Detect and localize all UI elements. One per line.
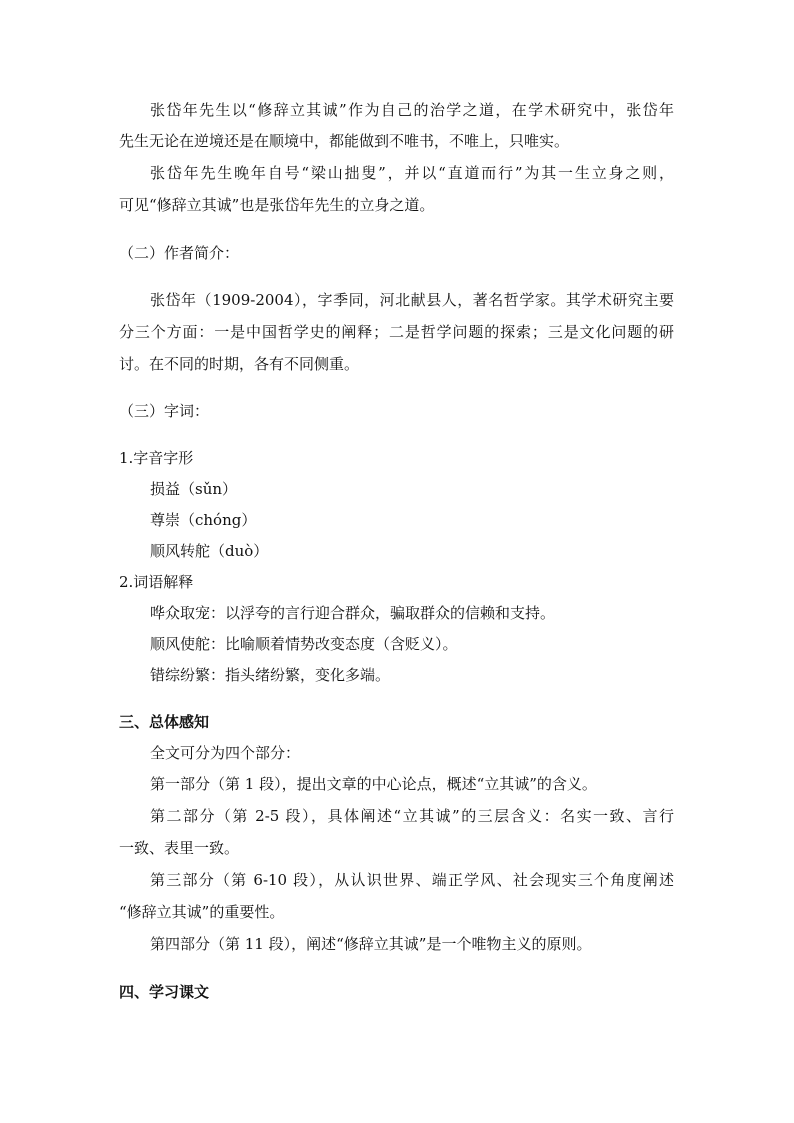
word-item: 尊崇（chóng） [150,511,257,529]
subheading-definitions: 2.词语解释 [119,573,194,591]
word-item: 顺风转舵（duò） [150,542,269,560]
word-item: 损益（sǔn） [150,480,238,498]
section-heading-words: （三）字词： [119,402,210,420]
section-heading-overall: 三、总体感知 [119,713,210,731]
paragraph-1-line-2: 先生无论在逆境还是在顺境中，都能做到不唯书，不唯上，只唯实。 [119,132,570,150]
section-heading-study: 四、学习课文 [119,983,210,1001]
overall-part-3-line-2: “修辞立其诚”的重要性。 [119,903,285,921]
overall-part-2-line-1: 第二部分（第 2-5 段），具体阐述“立其诚”的三层含义：名实一致、言行 [150,807,674,825]
overall-part-4: 第四部分（第 11 段），阐述“修辞立其诚”是一个唯物主义的原则。 [150,935,592,953]
paragraph-1-line-1: 张岱年先生以“修辞立其诚”作为自己的治学之道，在学术研究中，张岱年 [150,101,674,119]
overall-part-3-line-1: 第三部分（第 6-10 段），从认识世界、端正学风、社会现实三个角度阐述 [150,871,674,889]
author-intro-line-1: 张岱年（1909-2004），字季同，河北献县人，著名哲学家。其学术研究主要 [150,291,674,309]
author-intro-line-3: 讨。在不同的时期，各有不同侧重。 [119,355,360,373]
subheading-pronunciation: 1.字音字形 [119,449,194,467]
section-heading-author-intro: （二）作者简介： [119,244,240,262]
definition-item: 顺风使舵：比喻顺着情势改变态度（含贬义）。 [150,635,458,653]
paragraph-2-line-2: 可见“修辞立其诚”也是张岱年先生的立身之道。 [119,196,435,214]
overall-part-2-line-2: 一致、表里一致。 [119,839,240,857]
author-intro-line-2: 分三个方面：一是中国哲学史的阐释；二是哲学问题的探索；三是文化问题的研 [119,323,674,341]
overall-part-1: 第一部分（第 1 段），提出文章的中心论点，概述“立其诚”的含义。 [150,775,597,793]
definition-item: 哗众取宠：以浮夸的言行迎合群众，骗取群众的信赖和支持。 [150,604,556,622]
definition-item: 错综纷繁：指头绪纷繁，变化多端。 [150,666,391,684]
overall-intro: 全文可分为四个部分： [150,744,301,762]
paragraph-2-line-1: 张岱年先生晚年自号“梁山拙叟”，并以“直道而行”为其一生立身之则， [150,164,674,182]
